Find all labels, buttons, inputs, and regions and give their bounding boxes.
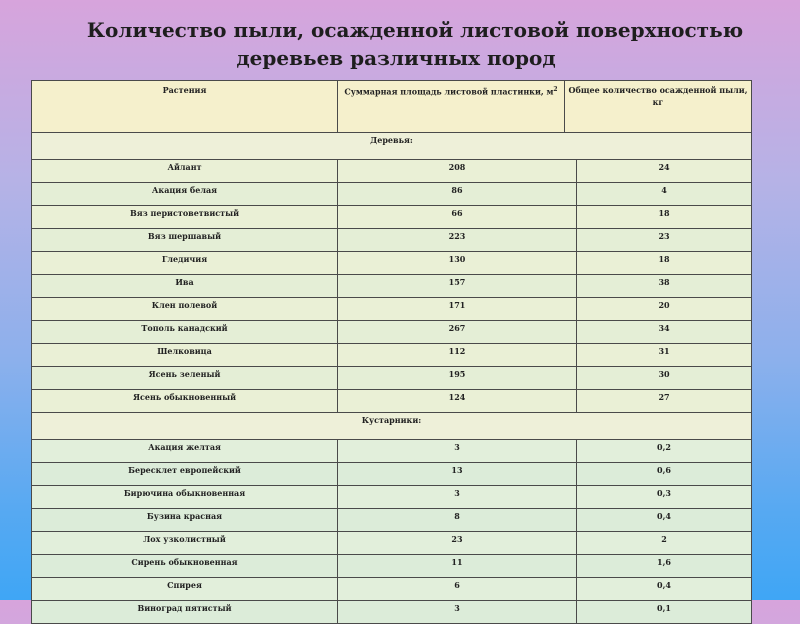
title-line-1: Количество пыли, осажденной листовой поверхностью [86,18,744,42]
shrub-dust-cell: 2 [577,532,752,555]
shrub-name-cell: Бирючина обыкновенная [32,486,338,509]
tree-name-cell: Акация белая [32,183,338,206]
shrub-name-cell: Виноград пятистый [32,601,338,624]
tree-area-cell: 171 [338,298,577,321]
tree-name-cell: Ясень зеленый [32,367,338,390]
tree-dust-cell: 24 [577,160,752,183]
tree-name-cell: Вяз шершавый [32,229,338,252]
header-area-sup: 2 [553,86,558,93]
shrub-row [32,601,752,624]
header-row [32,81,752,133]
tree-dust-cell: 31 [577,344,752,367]
tree-name-cell: Шелковица [32,344,338,367]
tree-dust-cell: 4 [577,183,752,206]
tree-row [32,321,752,344]
section-label-trees: Деревья: [32,133,752,160]
tree-area-cell: 208 [338,160,577,183]
header-area-text: Суммарная площадь листовой пластинки, м [344,86,554,97]
tree-name-cell: Вяз перистоветвистый [32,206,338,229]
tree-area-cell: 267 [338,321,577,344]
shrub-row [32,578,752,601]
tree-area-cell: 112 [338,344,577,367]
tree-dust-cell: 34 [577,321,752,344]
tree-dust-cell: 20 [577,298,752,321]
tree-name-cell: Тополь канадский [32,321,338,344]
header-dust: Общее количество осажденной пыли, кг [565,81,752,133]
shrub-row [32,532,752,555]
header-plant: Растения [32,81,338,133]
shrub-area-cell: 3 [338,440,577,463]
shrub-row [32,440,752,463]
shrub-row [32,509,752,532]
tree-row [32,206,752,229]
title-line-2: деревьев различных пород [236,46,556,70]
tree-dust-cell: 30 [577,367,752,390]
shrub-area-cell: 3 [338,486,577,509]
section-row-trees [32,133,752,160]
header-area [338,81,565,133]
tree-row [32,252,752,275]
tree-dust-cell: 18 [577,206,752,229]
shrub-row [32,555,752,578]
shrub-area-cell: 3 [338,601,577,624]
shrub-dust-cell: 0,2 [577,440,752,463]
tree-row [32,344,752,367]
tree-row [32,183,752,206]
section-row-shrubs [32,413,752,440]
shrub-dust-cell: 0,6 [577,463,752,486]
shrub-dust-cell: 0,1 [577,601,752,624]
tree-name-cell: Клен полевой [32,298,338,321]
tree-row [32,367,752,390]
tree-name-cell: Гледичия [32,252,338,275]
tree-row [32,298,752,321]
tree-area-cell: 86 [338,183,577,206]
shrub-dust-cell: 0,4 [577,578,752,601]
shrub-area-cell: 6 [338,578,577,601]
tree-row [32,160,752,183]
shrub-dust-cell: 1,6 [577,555,752,578]
shrub-name-cell: Спирея [32,578,338,601]
tree-dust-cell: 18 [577,252,752,275]
tree-row [32,275,752,298]
shrub-area-cell: 8 [338,509,577,532]
shrub-dust-cell: 0,3 [577,486,752,509]
shrub-area-cell: 23 [338,532,577,555]
tree-row [32,390,752,413]
shrub-name-cell: Лох узколистный [32,532,338,555]
shrub-row [32,463,752,486]
shrub-name-cell: Сирень обыкновенная [32,555,338,578]
shrub-area-cell: 13 [338,463,577,486]
shrub-dust-cell: 0,4 [577,509,752,532]
shrub-row [32,486,752,509]
tree-row [32,229,752,252]
shrub-name-cell: Акация желтая [32,440,338,463]
tree-area-cell: 223 [338,229,577,252]
shrub-area-cell: 11 [338,555,577,578]
section-label-shrubs: Кустарники: [32,413,752,440]
tree-area-cell: 195 [338,367,577,390]
tree-name-cell: Айлант [32,160,338,183]
tree-name-cell: Ясень обыкновенный [32,390,338,413]
tree-area-cell: 124 [338,390,577,413]
tree-area-cell: 130 [338,252,577,275]
tree-dust-cell: 27 [577,390,752,413]
page-title [0,16,800,72]
shrub-name-cell: Бузина красная [32,509,338,532]
tree-dust-cell: 38 [577,275,752,298]
tree-area-cell: 66 [338,206,577,229]
tree-area-cell: 157 [338,275,577,298]
dust-table [31,80,752,624]
tree-dust-cell: 23 [577,229,752,252]
shrub-name-cell: Бересклет европейский [32,463,338,486]
tree-name-cell: Ива [32,275,338,298]
